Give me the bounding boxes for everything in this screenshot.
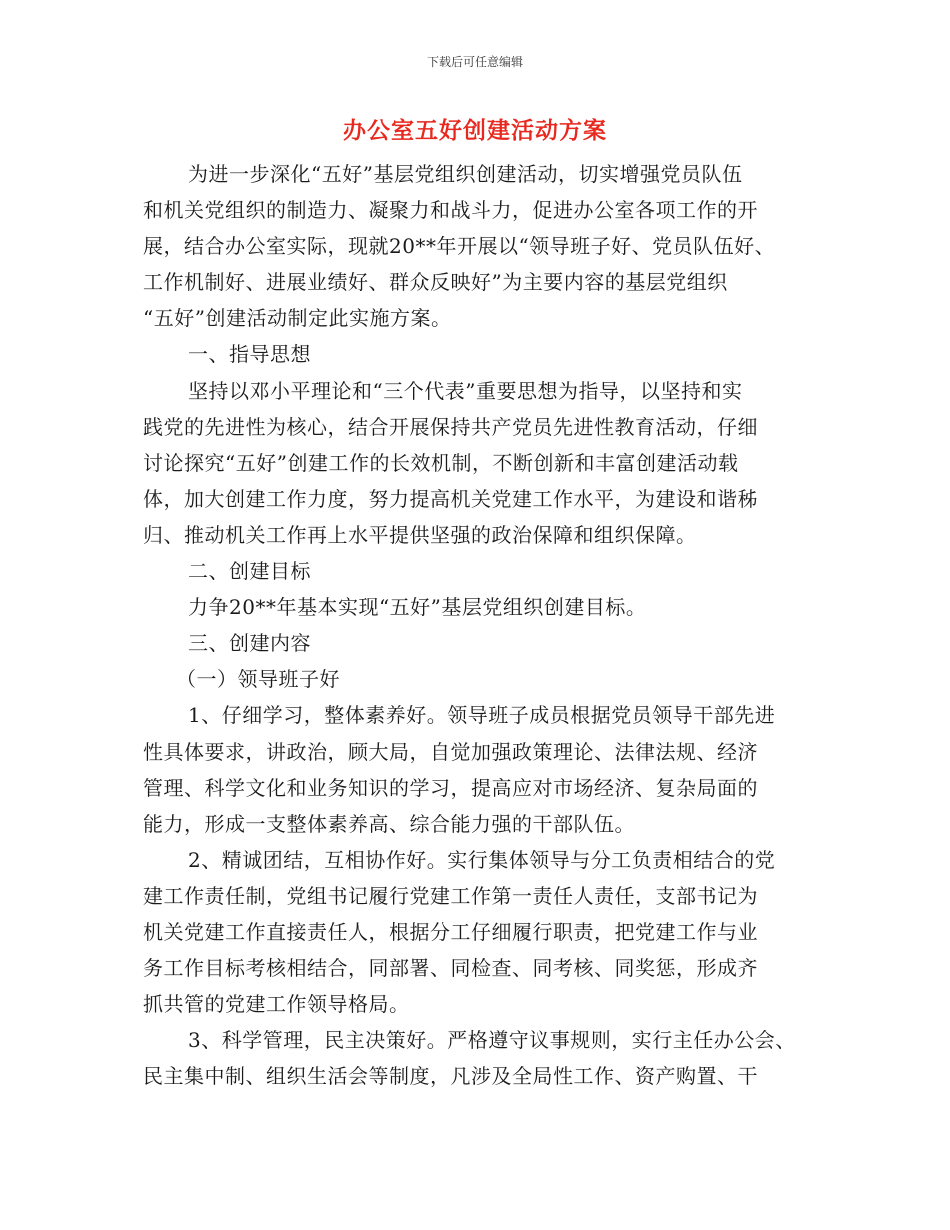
document-title: 办公室五好创建活动方案 (343, 117, 607, 144)
document-body (143, 156, 833, 1094)
paragraph-line: 和机关党组织的制造力、凝聚力和战斗力，促进办公室各项工作的开 (143, 198, 758, 223)
paragraph-line: 为进一步深化“五好”基层党组织创建活动，切实增强党员队伍 (188, 162, 743, 186)
paragraph-line: 建工作责任制，党组书记履行党建工作第一责任人责任，支部书记为 (143, 883, 758, 908)
paragraph-line: 体，加大创建工作力度，努力提高机关党建工作水平，为建设和谐秭 (143, 486, 758, 511)
paragraph-line: 讨论探究“五好”创建工作的长效机制，不断创新和丰富创建活动载 (143, 450, 739, 475)
paragraph-line: 归、推动机关工作再上水平提供坚强的政治保障和组织保障。 (143, 522, 697, 547)
paragraph-line: 力争20**年基本实现“五好”基层党组织创建目标。 (188, 595, 647, 620)
section-heading: 三、创建内容 (188, 631, 311, 656)
paragraph-line: 2、精诚团结，互相协作好。实行集体领导与分工负责相结合的党 (188, 847, 776, 872)
paragraph-line: 民主集中制、组织生活会等制度，凡涉及全局性工作、资产购置、干 (143, 1064, 758, 1089)
paragraph-line: 能力，形成一支整体素养高、综合能力强的干部队伍。 (143, 811, 635, 836)
paragraph-line: 践党的先进性为核心，结合开展保持共产党员先进性教育活动，仔细 (143, 414, 758, 439)
paragraph-line: 1、仔细学习，整体素养好。领导班子成员根据党员领导干部先进 (188, 703, 776, 728)
paragraph-line: 抓共管的党建工作领导格局。 (143, 992, 410, 1017)
section-heading: 一、指导思想 (188, 342, 311, 367)
paragraph-line: 性具体要求，讲政治，顾大局，自觉加强政策理论、法律法规、经济 (143, 739, 758, 764)
paragraph-line: 展，结合办公室实际，现就20**年开展以“领导班子好、党员队伍好、 (143, 234, 776, 259)
paragraph-line: 工作机制好、进展业绩好、群众反映好”为主要内容的基层党组织 (143, 270, 728, 295)
section-heading: 二、创建目标 (188, 559, 311, 584)
paragraph-line: 管理、科学文化和业务知识的学习，提高应对市场经济、复杂局面的 (143, 775, 758, 800)
paragraph-line: 务工作目标考核相结合，同部署、同检查、同考核、同奖惩，形成齐 (143, 956, 758, 981)
subsection-heading: （一）领导班子好 (176, 667, 340, 692)
paragraph-line: 坚持以邓小平理论和“三个代表”重要思想为指导，以坚持和实 (188, 378, 743, 403)
paragraph-line: “五好”创建活动制定此实施方案。 (143, 306, 452, 331)
paragraph-line: 3、科学管理，民主决策好。严格遵守议事规则，实行主任办公会、 (188, 1028, 796, 1053)
paragraph-line: 机关党建工作直接责任人，根据分工仔细履行职责，把党建工作与业 (143, 919, 758, 944)
header-note: 下载后可任意编辑 (426, 55, 523, 69)
